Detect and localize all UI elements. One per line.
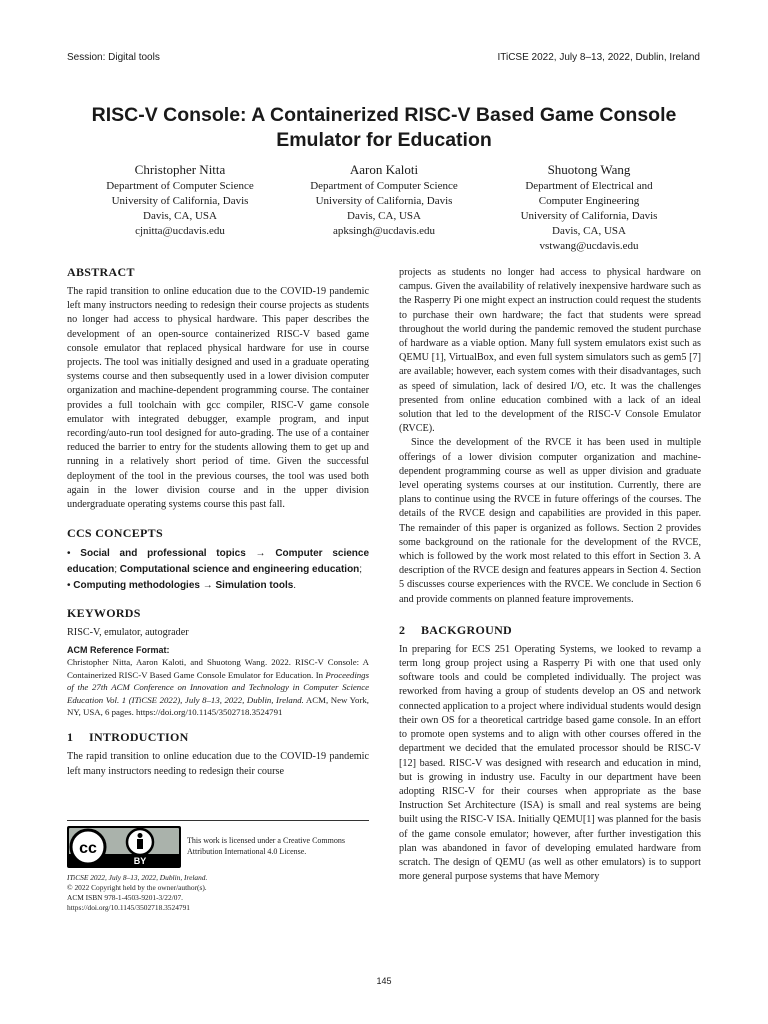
introduction-paragraph: projects as students no longer had access to physical hardware on campus. Given the availability of relatively inexpensive hardware such as the Rasperry Pi one might expect an instruction could request the students to purchase their own hardware; the fact that students were spread throughout the world during the pandemic removed the student purchase of hardware as a viable option. Many full system emulators exist such as QEMU [1], VirtualBox, and even full system simulators such as gem5 [7] are available; however, each system comes with their disadvantages, such as speed of simulation, lack of desired I/O, etc. It was the challenges presented from online education combined with a lack of an ideal solution that led to the development of the RISC-V Console Emulator (RVCE). — [399, 267, 701, 435]
author-name: Christopher Nitta — [134, 162, 226, 177]
ccs-concepts: • Social and professional topics → Computer science education; Computational science and engineering education; • Computing methodologies → Simulation tools. — [67, 548, 370, 592]
author-name: Shuotong Wang — [547, 162, 631, 177]
author-affiliation: Computer Engineering — [538, 195, 640, 207]
author-email: vstwang@ucdavis.edu — [539, 240, 639, 252]
author-block — [284, 161, 484, 239]
author-block — [80, 161, 280, 239]
ccs-term: Computing methodologies — [73, 580, 200, 592]
author-email: apksingh@ucdavis.edu — [332, 225, 436, 237]
by-label: BY — [133, 856, 147, 866]
ccs-term: Computational science and engineering education — [119, 564, 360, 576]
introduction-heading: 1 INTRODUCTION — [67, 730, 189, 745]
cc-icon: cc — [79, 840, 97, 857]
introduction-text: The rapid transition to online education due to the COVID-19 pandemic left many instructors needing to redesign their course — [67, 751, 369, 777]
running-header-conference: ITiCSE 2022, July 8–13, 2022, Dublin, Ireland — [497, 52, 700, 63]
acm-reference-text: Christopher Nitta, Aaron Kaloti, and Shuotong Wang. 2022. RISC-V Console: A Containerized RISC-V Based Game Console Emulator for Education. In Proceedings of the 27th ACM Conference on Innovation and Technology in Computer Science Education Vol. 1 (ITiCSE 2022), July 8–13, 2022, Dublin, Ireland. ACM, New York, NY, USA, 6 pages. https://doi.org/10.1145/3502718.3524791 — [67, 657, 369, 718]
background-heading: 2 BACKGROUND — [399, 622, 513, 637]
author-affiliation: Department of Computer Science — [106, 180, 254, 192]
keywords-text: RISC-V, emulator, autograder — [67, 627, 189, 639]
footnote-copyright: © 2022 Copyright held by the owner/author(s). — [67, 883, 207, 892]
footnote-divider — [67, 820, 369, 821]
author-affiliation: Department of Computer Science — [310, 180, 458, 192]
ccs-term: Simulation tools — [215, 580, 294, 592]
footnote-doi[interactable]: https://doi.org/10.1145/3502718.3524791 — [67, 903, 190, 912]
author-block — [489, 161, 689, 254]
right-column — [399, 266, 701, 884]
footnote — [67, 873, 369, 913]
cc-by-logo — [67, 826, 181, 868]
paper-title — [0, 103, 768, 153]
running-header-session: Session: Digital tools — [67, 52, 160, 63]
cc-by-license-badge[interactable] — [67, 826, 181, 868]
ccs-heading: CCS CONCEPTS — [67, 526, 163, 541]
footnote-conference: ITiCSE 2022, July 8–13, 2022, Dublin, Ireland. — [67, 873, 208, 882]
author-affiliation: University of California, Davis — [111, 195, 249, 207]
author-location: Davis, CA, USA — [347, 210, 421, 222]
author-name: Aaron Kaloti — [349, 162, 419, 177]
author-location: Davis, CA, USA — [143, 210, 217, 222]
license-text: This work is licensed under a Creative Commons Attribution International 4.0 License. — [187, 836, 345, 856]
author-affiliation: University of California, Davis — [315, 195, 453, 207]
paper-title-line1: RISC-V Console: A Containerized RISC-V Based Game Console — [91, 104, 677, 126]
ccs-term: Computer science education — [67, 548, 370, 576]
paper-title-line2: Emulator for Education — [276, 129, 492, 151]
author-affiliation: Department of Electrical and — [525, 180, 653, 192]
abstract-text: The rapid transition to online education due to the COVID-19 pandemic left many instructors needing to redesign their course projects as students no longer had access to physical hardware. This paper describes the development of an open-source containerized RISC-V based game console emulator that replaced physical hardware for use in course projects. The tool was initially designed and used in a graduate operating systems course and then subsequently used in a lower division computer organization and machine-dependent programming course. The container provides a full toolchain with gcc compiler, RISC-V game console emulator with integrated debugger, example program, and input recording/auto-run tool designed for auto-grading. The use of a container reduced the barrier to entry for the students allowing them to get up and running in a relatively short period of time. Given the successful deployment of the tool in the previous courses, the tool was used both again in the lower division course and in the upper division undergraduate operating systems course this past fall. — [67, 286, 369, 511]
introduction-paragraph: Since the development of the RVCE it has been used in multiple offerings of a lower division computer organization and machine-dependent programming course as well as upper division and graduate level operating systems courses at our institution. Currently, there are plans to continue using the RVCE in future offerings of the courses. The details of the RVCE design and capabilities are provided in this paper. The remainder of this paper is organized as follows. Section 2 provides some background on the rationale for the development of the RVCE, which is followed by the work most related to this effort in Section 3. A description of the RVCE design and features appears in Section 4. Section 5 discusses course experiences with the RVCE. We conclude in Section 6 and provide comments on planned feature improvements. — [399, 437, 701, 605]
ccs-term: Social and professional topics — [80, 548, 246, 560]
background-text: In preparing for ECS 251 Operating Systems, we looked to revamp a term long group project using a Rasperry Pi with one that used only software tools and could be completed individually. The project was reworked from having a group of students develop an OS and network connected application to a project where individual students would design their own OS for a theoretical cartridge based game console. In an effort to promote open systems and to align with other courses offered in the department we decided that the emulated processor should be RISC-V [12] based. RISC-V was designed with research and education in mind, but is growing in industry use. Faculty in our department have been adopting RISC-V for their courses when appropriate as the base Instruction Set Architecture (ISA) is small and real systems are being built using the RISC-V ISA. Initially QEMU[1] was planned for the basis of the game console emulator; however, after further investigation this plan was abandoned in favor of developing emulated hardware from scratch. The design of QEMU (as well as other emulators) is to support more general purpose systems that have Memory — [399, 643, 701, 883]
author-affiliation: University of California, Davis — [520, 210, 658, 222]
acm-reference-heading: ACM Reference Format: — [67, 645, 170, 656]
left-column — [67, 265, 369, 779]
author-location: Davis, CA, USA — [552, 225, 626, 237]
author-email: cjnitta@ucdavis.edu — [135, 225, 225, 237]
doi-link[interactable]: ACM, New York, NY, USA, 6 pages. https://doi.org/10.1145/3502718.3524791 — [67, 694, 369, 718]
page-number: 145 — [376, 976, 392, 986]
keywords-heading: KEYWORDS — [67, 606, 141, 621]
footnote-isbn: ACM ISBN 978-1-4503-9201-3/22/07. — [67, 893, 183, 902]
person-icon — [138, 833, 143, 838]
abstract-heading: ABSTRACT — [67, 265, 135, 279]
